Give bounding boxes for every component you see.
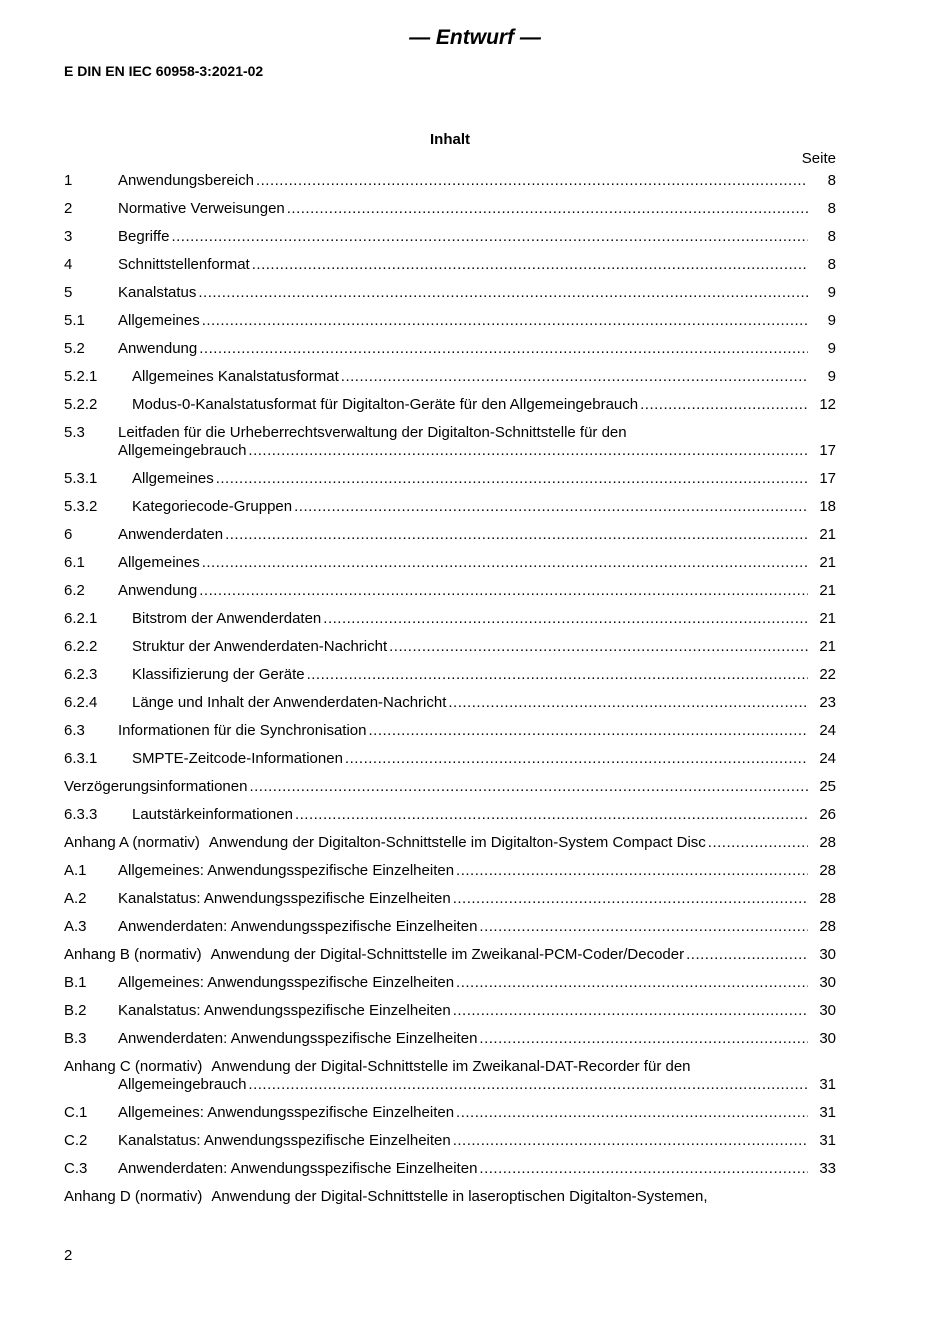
toc-entry-number: 5.2 [64, 340, 85, 357]
dot-leader [686, 946, 808, 964]
toc-entry[interactable] [64, 834, 836, 862]
toc-entry-page: 9 [827, 368, 836, 385]
toc-entry-title: Kanalstatus: Anwendungsspezifische Einzelheiten [118, 1002, 451, 1019]
toc-entry-title: Lautstärkeinformationen [132, 806, 293, 823]
dot-leader [216, 470, 808, 488]
toc-entry[interactable] [64, 470, 836, 498]
toc-entry-number: A.3 [64, 918, 87, 935]
dot-leader [708, 834, 808, 852]
toc-entry-title: Verzögerungsinformationen [64, 778, 248, 795]
toc-entry-page: 26 [819, 806, 836, 823]
toc-entry-page: 25 [819, 778, 836, 795]
toc-entry-page: 30 [819, 974, 836, 991]
toc-entry-title: Anwendung der Digital-Schnittstelle in laseroptischen Digitalton-Systemen, [211, 1188, 708, 1205]
toc-entry-page: 24 [819, 750, 836, 767]
toc-entry[interactable] [64, 554, 836, 582]
toc-entry-number: 5.1 [64, 312, 85, 329]
toc-entry[interactable] [64, 498, 836, 526]
dot-leader [307, 666, 808, 684]
toc-entry[interactable] [64, 526, 836, 554]
dot-leader [453, 890, 808, 908]
toc-entry-number: 2 [64, 200, 73, 217]
toc-entry-title: Bitstrom der Anwenderdaten [132, 610, 322, 627]
toc-entry-title: Informationen für die Synchronisation [118, 722, 367, 739]
toc-entry-page: 9 [827, 340, 836, 357]
toc-entry-number: 5.3 [64, 424, 85, 441]
toc-entry-number: Anhang B (normativ) [64, 946, 202, 963]
toc-entry-number: 6.2.4 [64, 694, 98, 711]
toc-entry[interactable] [64, 862, 836, 890]
toc-entry[interactable] [64, 1188, 836, 1216]
toc-entry[interactable] [64, 890, 836, 918]
toc-entry[interactable] [64, 340, 836, 368]
toc-entry-page: 22 [819, 666, 836, 683]
toc-entry-number: 6.1 [64, 554, 85, 571]
toc-entry-number: Anhang C (normativ) [64, 1058, 203, 1075]
dot-leader [341, 368, 808, 386]
toc-entry-page: 30 [819, 1030, 836, 1047]
dot-leader [249, 778, 808, 796]
toc-entry-title: Anwenderdaten: Anwendungsspezifische Einzelheiten [118, 1160, 478, 1177]
toc-entry-page: 31 [819, 1076, 836, 1093]
toc-entry-title: Anwendung [118, 582, 198, 599]
toc-entry-number: 5.3.1 [64, 470, 98, 487]
toc-entry-number: 1 [64, 172, 73, 189]
dot-leader [202, 312, 808, 330]
dot-leader [389, 638, 808, 656]
toc-entry-title: SMPTE-Zeitcode-Informationen [132, 750, 343, 767]
toc-entry[interactable] [64, 750, 836, 778]
toc-entry-page: 28 [819, 890, 836, 907]
toc-entry-number: 6.2.2 [64, 638, 98, 655]
toc-entry-title: Anwendung der Digital-Schnittstelle im Zweikanal-DAT-Recorder für den [211, 1058, 691, 1075]
toc-entry-page: 24 [819, 722, 836, 739]
toc-entry-title: Anwendung der Digitalton-Schnittstelle im Digitalton-System Compact Disc [208, 834, 706, 851]
toc-entry[interactable] [64, 312, 836, 340]
toc-entry-page: 17 [819, 442, 836, 459]
toc-entry-page: 8 [827, 228, 836, 245]
toc-entry-title: Modus-0-Kanalstatusformat für Digitalton-Geräte für den Allgemeingebrauch [132, 396, 639, 413]
toc-entry-title: Kategoriecode-Gruppen [132, 498, 293, 515]
dot-leader [198, 284, 808, 302]
toc-entry-title: Normative Verweisungen [118, 200, 285, 217]
toc-entry[interactable] [64, 778, 836, 806]
toc-entry[interactable] [64, 1160, 836, 1188]
toc-entry-number: B.1 [64, 974, 87, 991]
toc-entry[interactable] [64, 228, 836, 256]
dot-leader [448, 694, 808, 712]
dot-leader [479, 1030, 808, 1048]
toc-entry-title: Klassifizierung der Geräte [132, 666, 305, 683]
toc-entry-title: Länge und Inhalt der Anwenderdaten-Nachricht [132, 694, 447, 711]
toc-entry-number: 6.3 [64, 722, 85, 739]
toc-entry-title-continued: Allgemeingebrauch [118, 1076, 247, 1093]
toc-entry[interactable] [64, 582, 836, 610]
toc-entry-number: 6.2.3 [64, 666, 98, 683]
toc-entry[interactable] [64, 1058, 836, 1104]
toc-entry-number: 5.2.1 [64, 368, 98, 385]
toc-entry-number: A.2 [64, 890, 87, 907]
toc-entry-title: Anwenderdaten [118, 526, 224, 543]
toc-entry[interactable] [64, 974, 836, 1002]
toc-entry[interactable] [64, 1002, 836, 1030]
table-of-contents [64, 172, 836, 1216]
toc-entry-number: 6.2.1 [64, 610, 98, 627]
toc-entry[interactable] [64, 200, 836, 228]
toc-entry-page: 31 [819, 1104, 836, 1121]
toc-entry-page: 21 [819, 526, 836, 543]
toc-entry[interactable] [64, 666, 836, 694]
toc-entry[interactable] [64, 1030, 836, 1058]
toc-entry-number: 5.3.2 [64, 498, 98, 515]
toc-entry-page: 9 [827, 284, 836, 301]
toc-entry-page: 31 [819, 1132, 836, 1149]
toc-entry-number: 6 [64, 526, 73, 543]
document-id: E DIN EN IEC 60958-3:2021-02 [64, 63, 264, 79]
toc-entry-page: 18 [819, 498, 836, 515]
dot-leader [323, 610, 808, 628]
page-number: 2 [64, 1247, 73, 1264]
dot-leader [171, 228, 808, 246]
dot-leader [248, 1076, 808, 1093]
toc-entry-number: 6.3.3 [64, 806, 98, 823]
toc-entry-title: Kanalstatus: Anwendungsspezifische Einzelheiten [118, 890, 451, 907]
dot-leader [453, 1002, 808, 1020]
toc-entry-number: 6.2 [64, 582, 85, 599]
toc-entry-number: C.1 [64, 1104, 88, 1121]
toc-entry-title: Anwendung der Digital-Schnittstelle im Zweikanal-PCM-Coder/Decoder [210, 946, 685, 963]
toc-entry-number: Anhang D (normativ) [64, 1188, 203, 1205]
dot-leader [287, 200, 808, 218]
toc-entry-number: C.2 [64, 1132, 88, 1149]
toc-entry[interactable] [64, 396, 836, 424]
toc-entry-title: Anwendung [118, 340, 198, 357]
toc-entry-title-continued: Allgemeingebrauch [118, 442, 247, 459]
dot-leader [252, 256, 808, 274]
toc-entry-title: Anwenderdaten: Anwendungsspezifische Einzelheiten [118, 918, 478, 935]
toc-entry-page: 8 [827, 256, 836, 273]
dot-leader [453, 1132, 808, 1150]
toc-entry[interactable] [64, 424, 836, 470]
toc-entry[interactable] [64, 610, 836, 638]
toc-entry-page: 9 [827, 312, 836, 329]
toc-entry-title: Allgemeines [132, 470, 214, 487]
toc-entry-title: Kanalstatus [118, 284, 197, 301]
dot-leader [199, 582, 808, 600]
toc-entry[interactable] [64, 806, 836, 834]
page-column-label: Seite [801, 150, 836, 167]
toc-entry-page: 23 [819, 694, 836, 711]
toc-entry-page: 21 [819, 554, 836, 571]
toc-entry-page: 33 [819, 1160, 836, 1177]
toc-entry-number: C.3 [64, 1160, 88, 1177]
dot-leader [640, 396, 808, 414]
toc-entry-title: Allgemeines [118, 554, 200, 571]
toc-entry-page: 28 [819, 918, 836, 935]
toc-title: Inhalt [430, 131, 470, 148]
toc-entry-title: Anwendungsbereich [118, 172, 254, 189]
dot-leader [199, 340, 808, 358]
toc-entry-number: 6.3.1 [64, 750, 98, 767]
toc-entry-number: B.2 [64, 1002, 87, 1019]
toc-entry-title: Allgemeines [118, 312, 200, 329]
dot-leader [202, 554, 808, 572]
toc-entry[interactable] [64, 172, 836, 200]
dot-leader [345, 750, 808, 768]
dot-leader [248, 442, 808, 459]
toc-entry-number: B.3 [64, 1030, 87, 1047]
toc-entry-title: Kanalstatus: Anwendungsspezifische Einzelheiten [118, 1132, 451, 1149]
dot-leader [294, 498, 808, 516]
toc-entry-page: 17 [819, 470, 836, 487]
dot-leader [456, 1104, 808, 1122]
toc-entry-page: 8 [827, 172, 836, 189]
toc-entry[interactable] [64, 284, 836, 312]
toc-entry-number: 5.2.2 [64, 396, 98, 413]
toc-entry-number: A.1 [64, 862, 87, 879]
toc-entry-number: 4 [64, 256, 73, 273]
toc-entry[interactable] [64, 918, 836, 946]
toc-entry-page: 28 [819, 834, 836, 851]
dot-leader [479, 918, 808, 936]
toc-entry[interactable] [64, 256, 836, 284]
toc-entry-page: 30 [819, 946, 836, 963]
toc-entry-number: 3 [64, 228, 73, 245]
toc-entry-number: 5 [64, 284, 73, 301]
toc-entry[interactable] [64, 368, 836, 396]
toc-entry-page: 30 [819, 1002, 836, 1019]
toc-entry-title: Anwenderdaten: Anwendungsspezifische Einzelheiten [118, 1030, 478, 1047]
toc-entry-title: Allgemeines: Anwendungsspezifische Einzelheiten [118, 862, 455, 879]
toc-entry-number: Anhang A (normativ) [64, 834, 200, 851]
toc-entry-title: Begriffe [118, 228, 170, 245]
toc-entry-page: 21 [819, 610, 836, 627]
dot-leader [225, 526, 808, 544]
toc-entry[interactable] [64, 722, 836, 750]
toc-entry-page: 21 [819, 638, 836, 655]
draft-label: — Entwurf — [409, 26, 541, 49]
dot-leader [456, 862, 808, 880]
toc-entry[interactable] [64, 638, 836, 666]
dot-leader [295, 806, 808, 824]
dot-leader [456, 974, 808, 992]
toc-entry-title: Leitfaden für die Urheberrechtsverwaltung der Digitalton-Schnittstelle für den [118, 424, 627, 441]
dot-leader [368, 722, 808, 740]
toc-entry-title: Allgemeines: Anwendungsspezifische Einzelheiten [118, 1104, 455, 1121]
toc-entry-title: Allgemeines: Anwendungsspezifische Einzelheiten [118, 974, 455, 991]
toc-entry[interactable] [64, 1104, 836, 1132]
toc-entry[interactable] [64, 694, 836, 722]
toc-entry-title: Allgemeines Kanalstatusformat [132, 368, 339, 385]
toc-entry-page: 28 [819, 862, 836, 879]
toc-entry-page: 12 [819, 396, 836, 413]
dot-leader [479, 1160, 808, 1178]
toc-entry[interactable] [64, 1132, 836, 1160]
dot-leader [256, 172, 808, 190]
toc-entry-page: 21 [819, 582, 836, 599]
toc-entry-page: 8 [827, 200, 836, 217]
toc-entry-title: Schnittstellenformat [118, 256, 250, 273]
toc-entry-title: Struktur der Anwenderdaten-Nachricht [132, 638, 388, 655]
toc-entry[interactable] [64, 946, 836, 974]
